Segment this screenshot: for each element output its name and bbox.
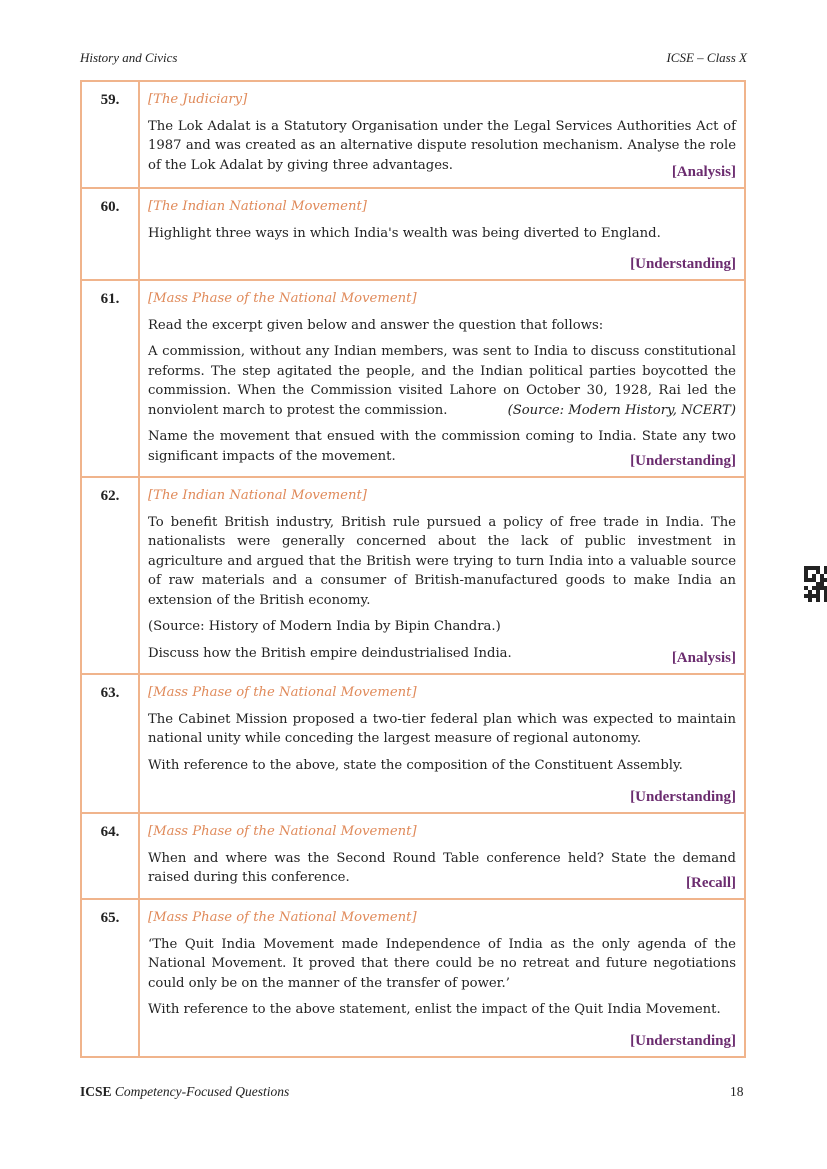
question-body	[140, 478, 744, 673]
paragraph-text: Read the excerpt given below and answer the question that follows:	[148, 317, 604, 333]
question-topic: [Mass Phase of the National Movement]	[148, 291, 417, 306]
cognitive-level-tag: [Analysis]	[671, 163, 736, 180]
question-number: 59.	[82, 82, 140, 187]
paragraph-text: ‘The Quit India Movement made Independence of India as the only agenda of the National Movement. It proved that there could be no retreat and future negotiations could only be on the manner of the transfer of power.’	[148, 936, 736, 991]
question-text	[148, 316, 736, 336]
question-number: 61.	[82, 281, 140, 476]
cognitive-level-tag: [Understanding]	[630, 255, 736, 272]
paragraph-text: (Source: History of Modern India by Bipin Chandra.)	[148, 619, 501, 634]
question-body	[140, 82, 744, 187]
question-number: 64.	[82, 814, 140, 898]
question-text	[148, 117, 736, 176]
cognitive-level-tag: [Analysis]	[671, 649, 736, 666]
qr-code-icon[interactable]	[804, 566, 827, 602]
question-body	[140, 900, 744, 1056]
header-class: ICSE – Class X	[666, 50, 747, 65]
page-number: 18	[730, 1084, 744, 1099]
paragraph-text: Highlight three ways in which India's wealth was being diverted to England.	[148, 225, 661, 241]
question-body	[140, 281, 744, 476]
question-text	[148, 756, 736, 776]
questions-table	[80, 80, 746, 1058]
cognitive-level-tag: [Understanding]	[630, 788, 736, 805]
question-row	[82, 82, 744, 187]
footer-title	[80, 1084, 289, 1100]
paragraph-text: Name the movement that ensued with the commission coming to India. State any two significant impacts of the movement.	[148, 429, 736, 464]
paragraph-text: With reference to the above, state the composition of the Constituent Assembly.	[148, 757, 683, 773]
source-citation: (Source: Modern History, NCERT)	[507, 402, 736, 418]
question-text	[148, 849, 736, 888]
question-text	[148, 644, 736, 664]
question-topic: [The Indian National Movement]	[148, 199, 367, 214]
cognitive-level-tag: [Understanding]	[630, 452, 736, 469]
question-topic: [Mass Phase of the National Movement]	[148, 910, 417, 925]
question-row	[82, 476, 744, 673]
paragraph-text: With reference to the above statement, enlist the impact of the Quit India Movement.	[148, 1002, 721, 1017]
header-subject: History and Civics	[80, 50, 178, 65]
footer-subtitle: Competency-Focused Questions	[114, 1084, 290, 1099]
question-row	[82, 673, 744, 812]
question-text	[148, 342, 736, 420]
question-body	[140, 814, 744, 898]
paragraph-text: The Cabinet Mission proposed a two-tier federal plan which was expected to maintain national unity while conceding the largest measure of regional autonomy.	[148, 711, 736, 746]
paragraph-text: Discuss how the British empire deindustrialised India.	[148, 645, 512, 661]
paragraph-text: The Lok Adalat is a Statutory Organisation under the Legal Services Authorities Act of 1987 and was created as an alternative dispute resolution mechanism. Analyse the role of the Lok Adalat by giving three advantages.	[148, 118, 736, 173]
question-number: 63.	[82, 675, 140, 812]
question-topic: [Mass Phase of the National Movement]	[148, 824, 417, 839]
question-topic: [The Indian National Movement]	[148, 488, 367, 503]
cognitive-level-tag: [Understanding]	[630, 1032, 736, 1049]
question-row	[82, 812, 744, 898]
question-topic: [The Judiciary]	[148, 92, 248, 107]
question-text	[148, 710, 736, 749]
question-number: 62.	[82, 478, 140, 673]
footer-brand: ICSE	[80, 1084, 112, 1099]
paragraph-text: A commission, without any Indian members, was sent to India to discuss constitutional reforms. The step agitated the people, and the Indian political parties boycotted the commission. When the Commission visited Lahore on October 30, 1928, Rai led the nonviolent march to protest the commission.	[148, 344, 736, 418]
question-text	[148, 935, 736, 994]
question-text	[148, 1000, 736, 1020]
question-number: 60.	[82, 189, 140, 279]
question-text	[148, 617, 736, 637]
question-text	[148, 513, 736, 611]
question-text	[148, 224, 736, 244]
question-number: 65.	[82, 900, 140, 1056]
question-row	[82, 898, 744, 1056]
question-topic: [Mass Phase of the National Movement]	[148, 685, 417, 700]
question-body	[140, 189, 744, 279]
question-row	[82, 279, 744, 476]
question-row	[82, 187, 744, 279]
cognitive-level-tag: [Recall]	[686, 874, 736, 891]
question-body	[140, 675, 744, 812]
paragraph-text: When and where was the Second Round Table conference held? State the demand raised during this conference.	[148, 850, 736, 885]
paragraph-text: To benefit British industry, British rule pursued a policy of free trade in India. The nationalists were generally concerned about the lack of public investment in agriculture and argued that the British were trying to turn India into a valuable source of raw materials and a consumer of British-manufactured goods to make India an extension of the British economy.	[148, 514, 736, 608]
